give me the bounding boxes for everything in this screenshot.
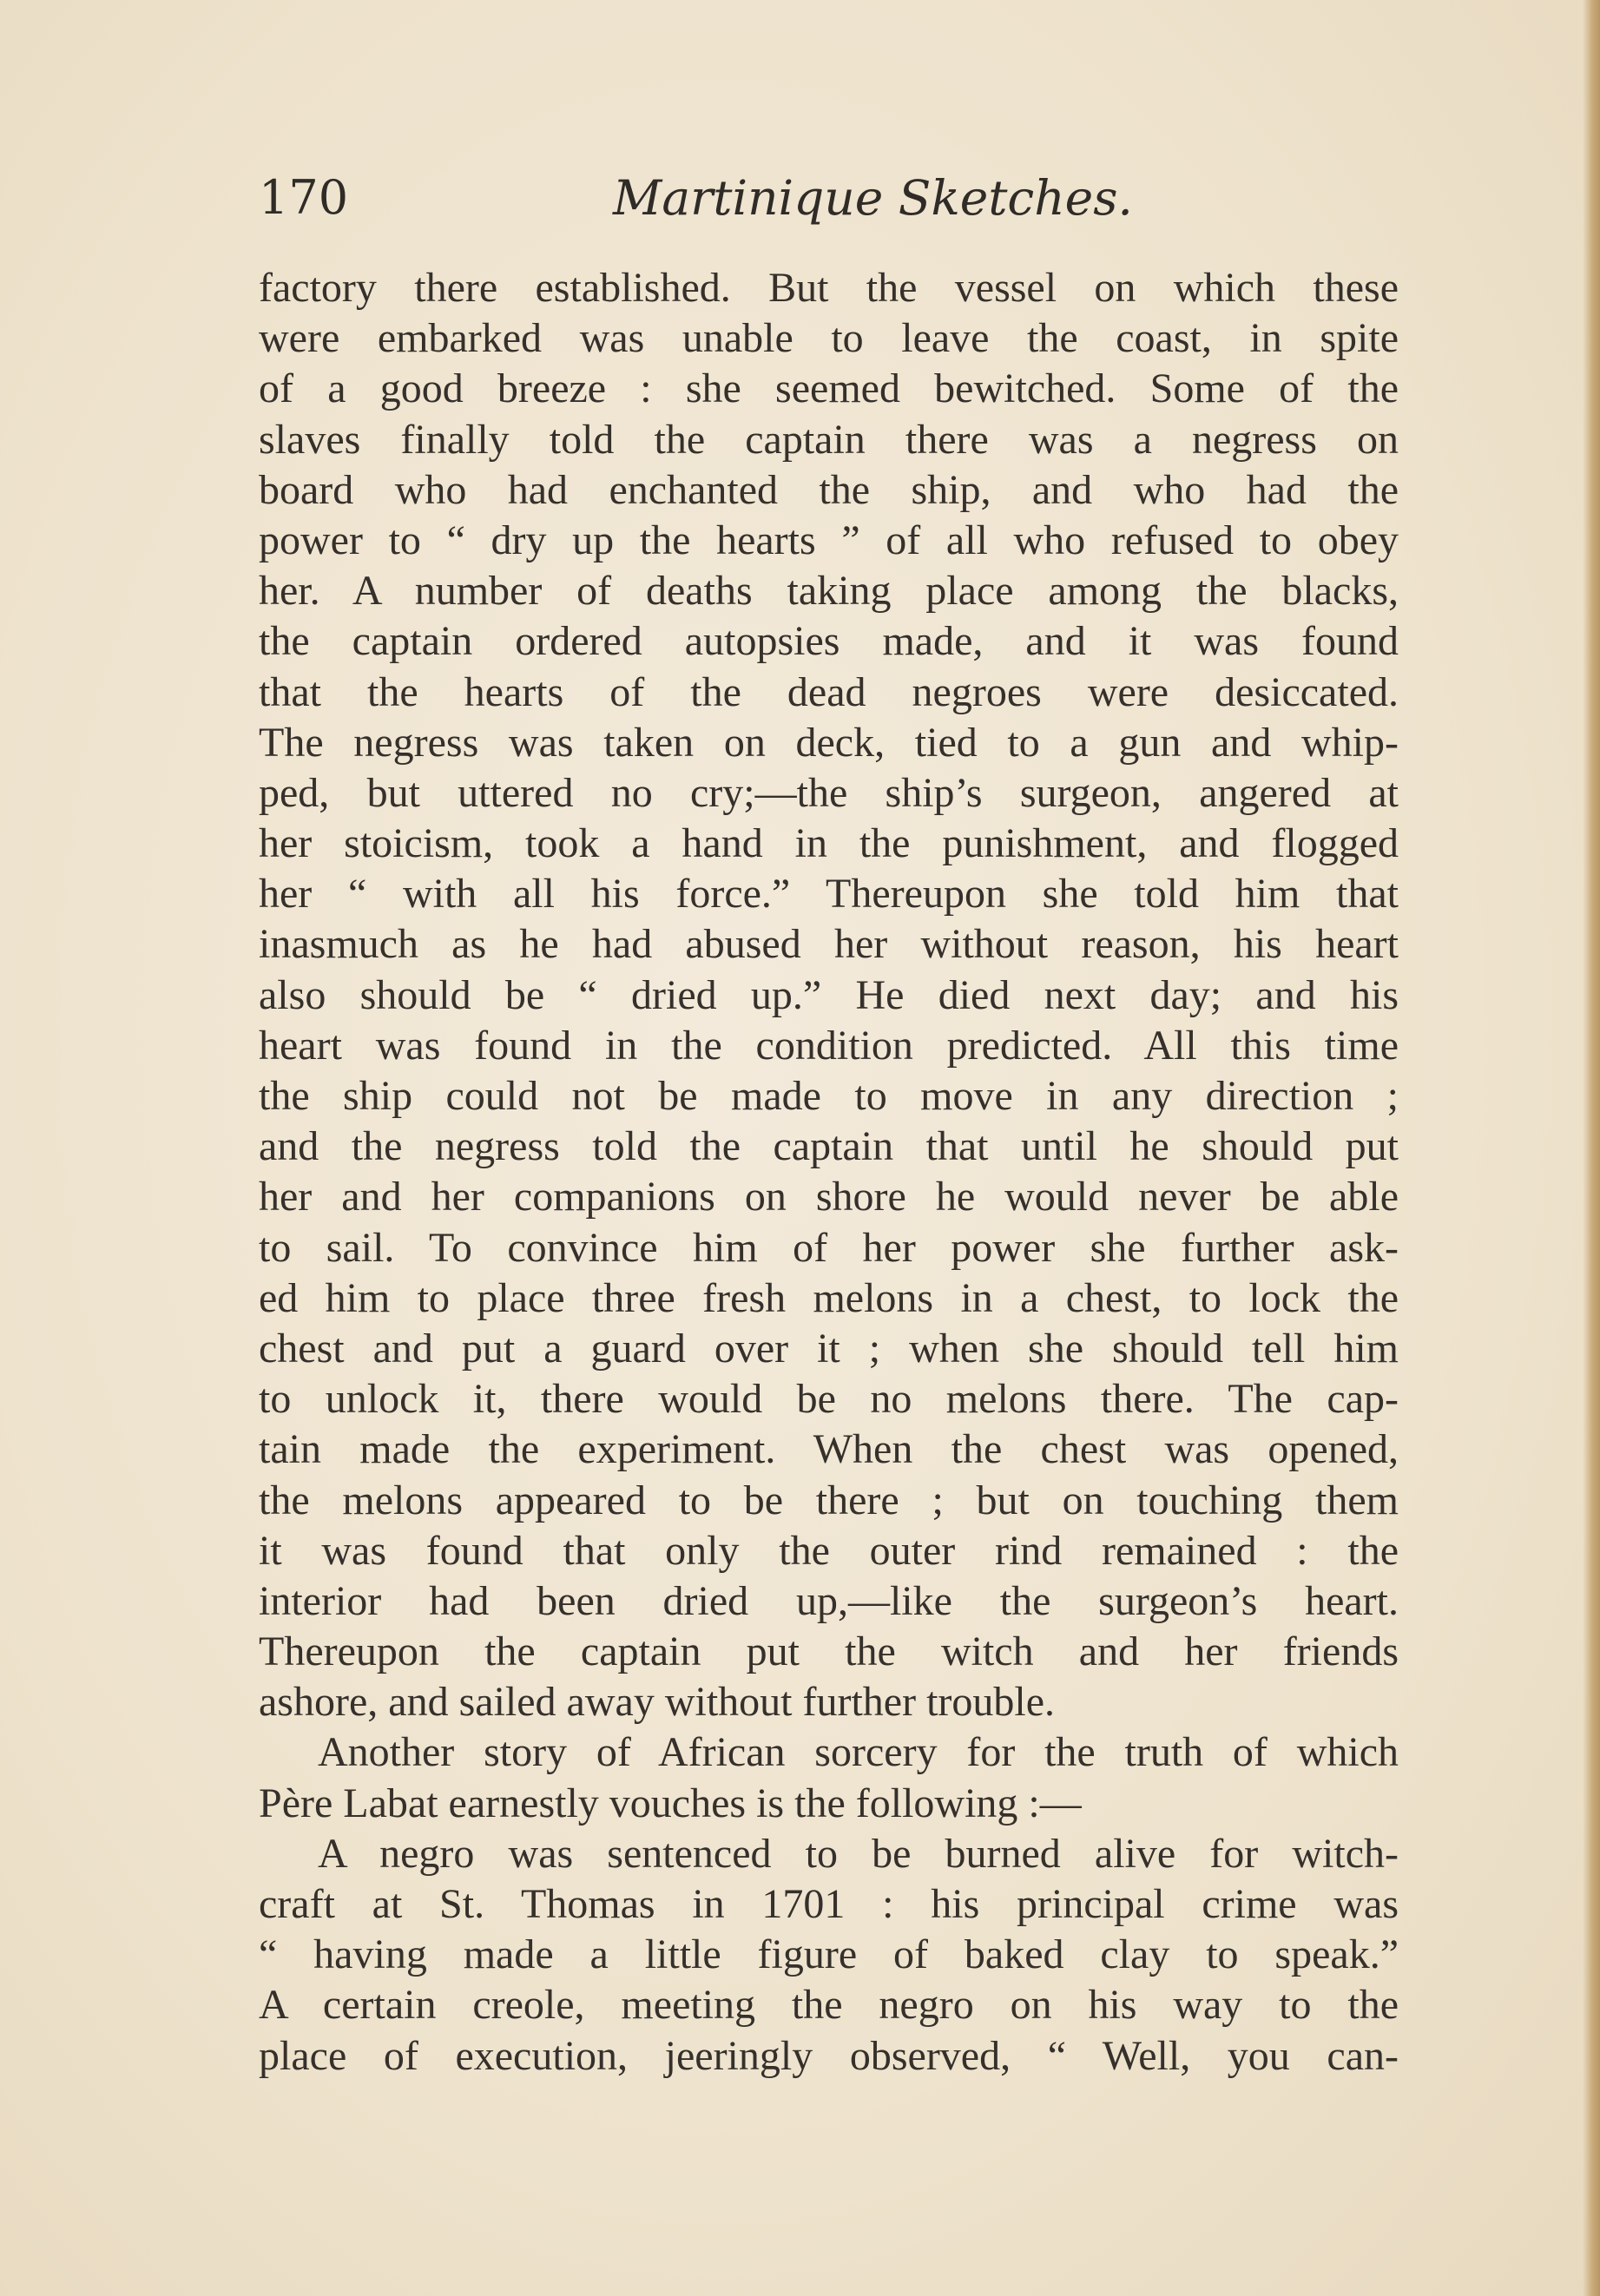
paragraph-first-line: Another story of African sorcery for the truth of which	[318, 1729, 1399, 1776]
text-line: her and her companions on shore he would never be able	[259, 1174, 1399, 1220]
text-line: her “ with all his force.” Thereupon she told him that	[259, 871, 1399, 918]
text-line: board who had enchanted the ship, and who had the	[259, 466, 1399, 513]
text-line: heart was found in the condition predicted. All this time	[259, 1022, 1399, 1069]
text-line: “ having made a little figure of baked clay to speak.”	[259, 1931, 1399, 1978]
paragraph-first-line: A negro was sentenced to be burned alive for witch-	[318, 1830, 1399, 1877]
page-edge	[1583, 0, 1600, 2296]
paragraph-last-line: ashore, and sailed away without further trouble.	[259, 1679, 1056, 1726]
text-line: tain made the experiment. When the chest was opened,	[259, 1426, 1399, 1473]
text-line: the melons appeared to be there ; but on touching them	[259, 1477, 1399, 1523]
text-line: factory there established. But the vessel on which these	[259, 265, 1399, 311]
page-number: 170	[259, 170, 349, 225]
text-line: Thereupon the captain put the witch and her friends	[259, 1628, 1399, 1675]
text-line: slaves finally told the captain there was a negress on	[259, 416, 1399, 463]
text-line: and the negress told the captain that until he should put	[259, 1123, 1399, 1170]
text-line: The negress was taken on deck, tied to a gun and whip-	[259, 719, 1399, 766]
text-line: A certain creole, meeting the negro on his way to the	[259, 1982, 1399, 2029]
text-line: it was found that only the outer rind remained : the	[259, 1527, 1399, 1574]
text-line: that the hearts of the dead negroes were desiccated.	[259, 668, 1399, 715]
text-line: of a good breeze : she seemed bewitched. Some of the	[259, 365, 1399, 412]
text-line: also should be “ dried up.” He died next day; and his	[259, 971, 1399, 1018]
text-line: the ship could not be made to move in any direction ;	[259, 1073, 1399, 1119]
text-line: to unlock it, there would be no melons there. The cap-	[259, 1376, 1399, 1423]
text-line: the captain ordered autopsies made, and it was found	[259, 618, 1399, 665]
text-line: were embarked was unable to leave the coast, in spite	[259, 315, 1399, 362]
text-line: her stoicism, took a hand in the punishment, and flogged	[259, 820, 1399, 867]
text-line: ped, but uttered no cry;—the ship’s surgeon, angered at	[259, 769, 1399, 816]
text-line: to sail. To convince him of her power she further ask-	[259, 1224, 1399, 1271]
text-line: place of execution, jeeringly observed, “ Well, you can-	[259, 2032, 1399, 2079]
text-line: her. A number of deaths taking place among the blacks,	[259, 568, 1399, 615]
running-title: Martinique Sketches.	[613, 170, 1133, 226]
page-header	[259, 170, 1405, 240]
text-line: inasmuch as he had abused her without reason, his heart	[259, 921, 1399, 968]
text-line: power to “ dry up the hearts ” of all who refused to obey	[259, 516, 1399, 563]
text-line: craft at St. Thomas in 1701 : his principal crime was	[259, 1881, 1399, 1927]
text-line: interior had been dried up,—like the surgeon’s heart.	[259, 1577, 1399, 1624]
body-text	[259, 263, 1399, 2082]
text-line: ed him to place three fresh melons in a chest, to lock the	[259, 1274, 1399, 1321]
paragraph-last-line: Père Labat earnestly vouches is the following :—	[259, 1780, 1082, 1826]
text-line: chest and put a guard over it ; when she should tell him	[259, 1325, 1399, 1372]
